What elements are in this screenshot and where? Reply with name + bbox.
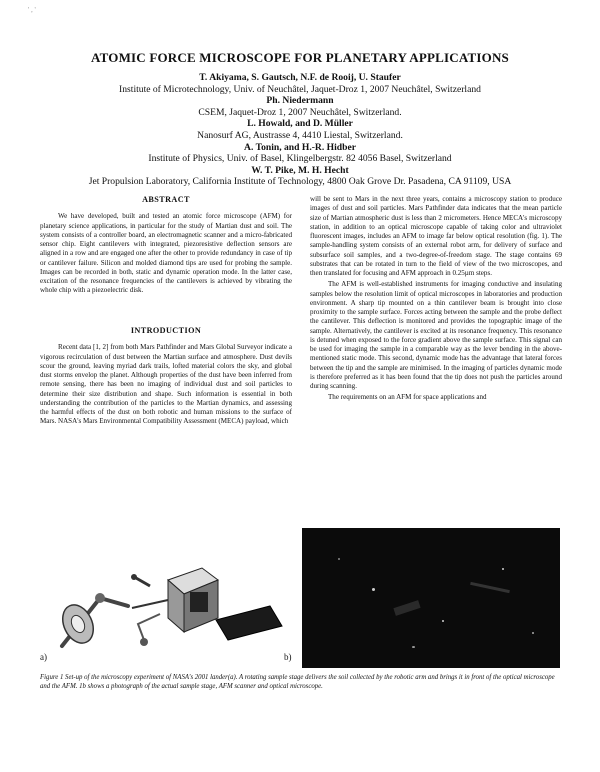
figure-caption: Figure 1 Set-up of the microscopy experiment of NASA's 2001 lander(a). A rotating sample stage delivers the soil collected by the robotic arm and brings it in front of the optical microscope and the AFM. 1b shows a photograph of the actual sample stage, AFM scanner and optical microscope.: [40, 674, 555, 690]
author-block: [20, 72, 580, 188]
abstract-text: We have developed, built and tested an atomic force microscope (AFM) for planetary science applications, in particular for the study of Martian dust and soil. The system consists of a controller board, an electromagnetic scanner and a micro-fabricated sensor chip. Eight cantilevers with integrated, piezoresistive deflection sensors are aligned in a row and are engaged one after the other to provide redundancy in case of tip or cantilever failure. Silicon and molded diamond tips are used for probing the sample. Images can be recorded in both, static and dynamic operation mode. In the latter case, excitation of the resonance frequencies of the cantilevers is achieved by vibrating the whole chip with a piezoelectric disk.: [40, 212, 292, 295]
figure-1a-schematic: [40, 528, 296, 668]
right-column: [310, 195, 562, 403]
right-paragraph: The AFM is well-established instruments for imaging conductive and insulating samples below the resolution limit of optical microscopes in laboratories and production environment. A sharp tip mounted on a thin cantilever beam is brought into close proximity to the sample surface. Forces acting between the sample and the probe deflect the cantilever. This deflection is monitored and provides the topographic image of the sample. Alternatively, the cantilever is excited at its resonance frequency. This resonance is detuned when exposed to the force gradient above the sample surface. This signal can be used for imaging the sample in a comparable way as the lever bending in the above-mentioned static mode. This second, dynamic mode has the advantage that lateral forces between the tip and the sample are minimised. In the imaging of particles dynamic mode is therefore preferred as it has been found that the tip does not push the particles around during scanning.: [310, 280, 562, 390]
introduction-section: [40, 326, 292, 427]
introduction-heading: INTRODUCTION: [130, 326, 202, 335]
figure-label-a: a): [40, 652, 47, 662]
abstract-section: [40, 195, 292, 296]
speck: [442, 620, 444, 622]
stray-marks: ' , ': [28, 6, 36, 14]
speck: [338, 558, 340, 560]
paper-title: ATOMIC FORCE MICROSCOPE FOR PLANETARY APPLICATIONS: [91, 50, 509, 65]
author-affiliation: Nanosurf AG, Austrasse 4, 4410 Liestal, Switzerland.: [197, 129, 403, 141]
author-affiliation: CSEM, Jaquet-Droz 1, 2007 Neuchâtel, Switzerland.: [198, 106, 402, 118]
schematic-drawing: [40, 528, 296, 668]
abstract-heading: ABSTRACT: [142, 195, 190, 204]
introduction-text: Recent data [1, 2] from both Mars Pathfinder and Mars Global Surveyor indicate a vigorous recirculation of dust between the Martian surface and atmosphere. Dust devils scour the ground, leaving myriad dark trails, lofted material colors the sky, and global dust storms envelop the planet. Although properties of the dust have been inferred from remote sensing, there has been no imaging of individual dust and soil particles to determine their size distribution and shape. Such information is essential in both understanding the contribution of the particles to the Martian dynamics, and assessing the harmful effects of the dust on both robotic and human missions to the surface of Mars. NASA's Mars Environmental Compatibility Assessment (MECA) payload, which: [40, 343, 292, 426]
author-affiliation: Jet Propulsion Laboratory, California Institute of Technology, 4800 Oak Grove Dr. Pasadena, CA 91109, USA: [88, 176, 512, 188]
author-affiliation: Institute of Physics, Univ. of Basel, Klingelbergstr. 82 4056 Basel, Switzerland: [148, 153, 452, 165]
author-names: A. Tonin, and H.-R. Hidber: [244, 141, 356, 153]
author-names: W. T. Pike, M. H. Hecht: [251, 164, 349, 176]
author-names: T. Akiyama, S. Gautsch, N.F. de Rooij, U. Staufer: [199, 72, 401, 83]
scanner-edge: [470, 582, 510, 593]
stage-highlight: [393, 600, 420, 616]
figure-label-b: b): [284, 652, 292, 662]
author-affiliation: Institute of Microtechnology, Univ. of Neuchâtel, Jaquet-Droz 1, 2007 Neuchâtel, Switzerland: [119, 83, 481, 95]
speck: [372, 588, 375, 591]
speck: [502, 568, 504, 570]
author-names: L. Howald, and D. Müller: [247, 118, 353, 130]
author-names: Ph. Niedermann: [266, 95, 334, 107]
speck: [412, 646, 415, 648]
right-paragraph: The requirements on an AFM for space applications and: [328, 393, 487, 402]
figure-1b-photograph: [302, 528, 560, 668]
speck: [532, 632, 534, 634]
right-paragraph: will be sent to Mars in the next three years, contains a microscopy station to produce images of dust and soil particles. Mars Pathfinder data indicates that the mean particle size of Martian atmospheric dust is less than 2 micrometers. Hence MECA's microscopy station, in addition to an optical microscope capable of taking color and ultraviolet fluorescent images, includes an AFM to image far below optical resolution (fig. 1). The sample-handling system consists of an external robot arm, for delivery of surface and subsurface soil samples, and a two-degree-of-freedom stage. The stage contains 69 substrates that can be rotated in turn to the field of view of the two microscopes, and then translated for focusing and AFM approach in 0.25µm steps.: [310, 195, 562, 277]
